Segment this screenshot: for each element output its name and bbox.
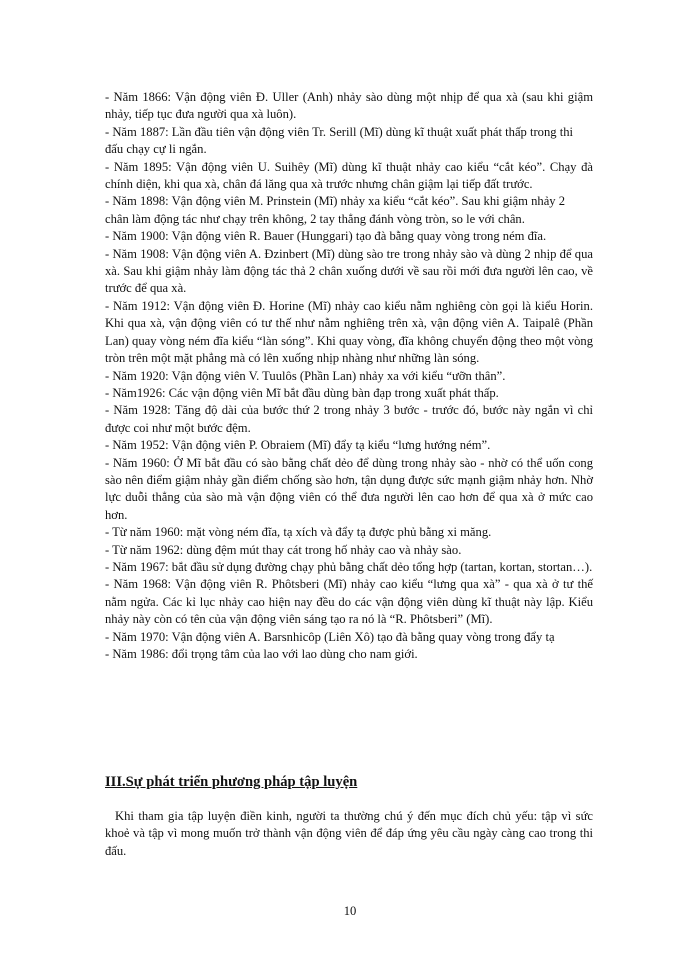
- history-item-1898: - Năm 1898: Vận động viên M. Prinstein (Mĩ) nhảy xa kiểu “cắt kéo”. Sau khi giậm nhảy 2: [105, 194, 566, 209]
- history-item-1986: - Năm 1986: đổi trọng tâm của lao với lao dùng cho nam giới.: [105, 647, 418, 661]
- history-item-1928: - Năm 1928: Tăng độ dài của bước thứ 2 trong nhảy 3 bước - trước đó, bước này ngắn vì chỉ được coi như một bước đệm.: [105, 403, 593, 435]
- history-item-1895: - Năm 1895: Vận động viên U. Suihêy (Mĩ) dùng kĩ thuật nhảy cao kiểu “cắt kéo”. Chạy đà chính diện, khi qua xà, chân đá lăng qua xà trước nhưng chân giậm lại tiếp đất trước.: [105, 159, 593, 192]
- history-item-1968: - Năm 1968: Vận động viên R. Phôtsberi (Mĩ) nhảy cao kiểu “lưng qua xà” - qua xà ở tư thế nằm ngửa. Các kỉ lục nhảy cao hiện nay đều do các vận động viên dùng kĩ thuật này lập. Kiểu nhảy này còn có tên của vận động viên sáng tạo ra nó là “R. Phôtsberi” (Mĩ).: [105, 577, 593, 627]
- history-item-1960-surface: - Từ năm 1960: mặt vòng ném đĩa, tạ xích và đẩy tạ được phủ bằng xi măng.: [105, 525, 492, 540]
- history-item-1920: - Năm 1920: Vận động viên V. Tuulôs (Phần Lan) nhảy xa với kiểu “ưỡn thân”.: [105, 368, 506, 383]
- history-item-1912: - Năm 1912: Vận động viên Đ. Horine (Mĩ) nhảy cao kiểu nằm nghiêng còn gọi là kiểu Horin. Khi qua xà, vận động viên có tư thế như nằm nghiêng trên xà, vận động viên A. Taipalê (Phần Lan) quay vòng ném đĩa kiểu “làn sóng”. Khi quay vòng, đĩa không chuyển động theo một vòng tròn trên một mặt phẳng mà có lên xuống nhịp nhàng như những làn sóng.: [105, 298, 593, 366]
- history-item-1900: - Năm 1900: Vận động viên R. Bauer (Hunggari) tạo đà bằng quay vòng trong ném đĩa.: [105, 229, 547, 244]
- history-item-1970: - Năm 1970: Vận động viên A. Barsnhicôp (Liên Xô) tạo đà bằng quay vòng trong đẩy tạ: [105, 629, 555, 644]
- history-item-1887-cont: đấu chạy cự li ngắn.: [105, 142, 207, 157]
- history-item-1952: - Năm 1952: Vận động viên P. Obraiem (Mĩ) đẩy tạ kiểu “lưng hướng ném”.: [105, 438, 491, 453]
- history-item-1960: - Năm 1960: Ở Mĩ bắt đầu có sào bằng chất dẻo để dùng trong nhảy sào - nhờ có thể uốn cong sào nên điểm giậm nhảy gần điểm chống sào hơn, tận dụng được sức mạnh giậm nhảy hơn. Nhờ lực duỗi thẳng của sào mà vận động viên có thể đưa người lên cao hơn để qua xà ở mức cao hơn.: [105, 455, 593, 522]
- history-item-1967: - Năm 1967: bắt đầu sử dụng đường chạy phủ bằng chất dẻo tổng hợp (tartan, kortan, stortan…).: [105, 559, 593, 574]
- history-item-1962: - Từ năm 1962: dùng đệm mút thay cát trong hố nhảy cao và nhảy sào.: [105, 542, 462, 557]
- closing-paragraph: Khi tham gia tập luyện điền kinh, người ta thường chú ý đến mục đích chủ yếu: tập vì sức khoẻ và tập vì mong muốn trở thành vận động viên để đáp ứng yêu cầu ngày càng cao trong thi đấu.: [105, 809, 593, 858]
- history-list: [105, 89, 593, 663]
- section-heading: III.Sự phát triển phương pháp tập luyện: [105, 774, 358, 790]
- history-item-1908: - Năm 1908: Vận động viên A. Đzinbert (Mĩ) dùng sào tre trong nhảy sào và dùng 2 nhịp để qua xà. Sau khi giậm nhảy làm động tác thả 2 chân xuống dưới về sau rồi mới đưa người lên cao, về trước để qua xà.: [105, 246, 593, 296]
- history-item-1866: - Năm 1866: Vận động viên Đ. Uller (Anh) nhảy sào dùng một nhịp để qua xà (sau khi giậm nhảy, tiếp tục đưa người qua xà luôn).: [105, 90, 593, 122]
- history-item-1898-cont: chân làm động tác như chạy trên không, 2 tay thẳng đánh vòng tròn, so le với chân.: [105, 211, 525, 226]
- history-item-1887: - Năm 1887: Lần đầu tiên vận động viên Tr. Serill (Mĩ) dùng kĩ thuật xuất phát thấp trong thi: [105, 124, 574, 139]
- history-item-1926: - Năm1926: Các vận động viên Mĩ bắt đầu dùng bàn đạp trong xuất phát thấp.: [105, 385, 499, 400]
- page-number: 10: [343, 904, 357, 918]
